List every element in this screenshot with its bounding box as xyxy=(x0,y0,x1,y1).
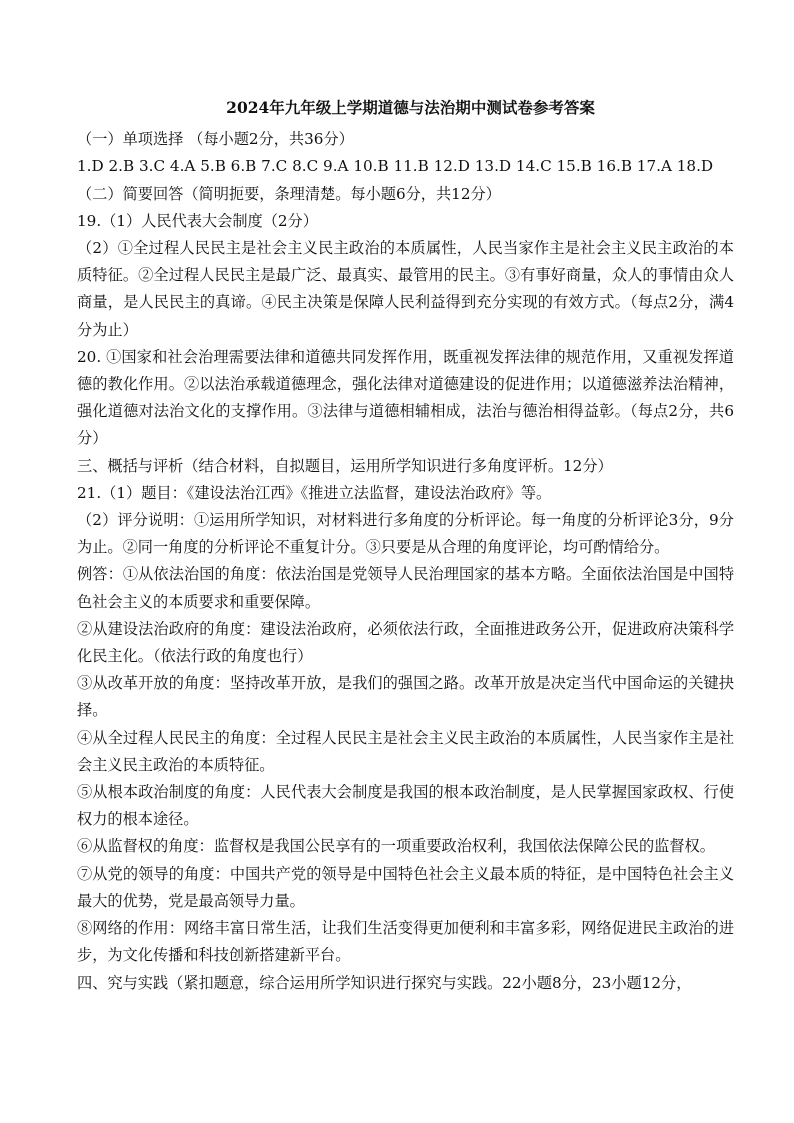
q21-example-7: ⑦从党的领导的角度：中国共产党的领导是中国特色社会主义最本质的特征，是中国特色社会主义最大的优势，党是最高领导力量。 xyxy=(77,864,734,910)
q21-example-5: ⑤从根本政治制度的角度：人民代表大会制度是我国的根本政治制度，是人民掌握国家政权、行使权力的根本途径。 xyxy=(77,783,734,829)
q21-example-3: ③从改革开放的角度：坚持改革开放，是我们的强国之路。改革开放是决定当代中国命运的关键抉择。 xyxy=(77,674,734,720)
q21-example-1: 例答：①从依法治国的角度：依法治国是党领导人民治理国家的基本方略。全面依法治国是中国特色社会主义的本质要求和重要保障。 xyxy=(77,565,734,611)
q21-example-2: ②从建设法治政府的角度：建设法治政府，必须依法行政，全面推进政务公开，促进政府决策科学化民主化。（依法行政的角度也行） xyxy=(77,619,734,666)
multiple-choice-answers: 1.D 2.B 3.C 4.A 5.B 6.B 7.C 8.C 9.A 10.B 11.B 12.D 13.D 14.C 15.B 16.B 17.A 18.D xyxy=(77,157,714,176)
section-2-heading: （二）简要回答（简明扼要，条理清楚。每小题6分，共12分） xyxy=(77,184,501,203)
q21-example-8: ⑧网络的作用：网络丰富日常生活，让我们生活变得更加便利和丰富多彩，网络促进民主政治的进步，为文化传播和科技创新搭建新平台。 xyxy=(77,919,734,965)
q21-example-6: ⑥从监督权的角度：监督权是我国公民享有的一项重要政治权利，我国依法保障公民的监督权。 xyxy=(77,837,715,856)
q21-part1: 21.（1）题目：《建设法治江西》《推进立法监督，建设法治政府》等。 xyxy=(77,483,552,502)
q19-part1: 19.（1）人民代表大会制度（2分） xyxy=(77,211,318,230)
q21-scoring-note: （2）评分说明：①运用所学知识，对材料进行多角度的分析评论。每一角度的分析评论3分，9分为止。②同一角度的分析评论不重复计分。③只要是从合理的角度评论，均可酌情给分。 xyxy=(77,511,734,557)
q19-part2: （2）①全过程人民民主是社会主义民主政治的本质属性，人民当家作主是社会主义民主政治的本质特征。②全过程人民民主是最广泛、最真实、最管用的民主。③有事好商量，众人的事情由众人商量，是人民民主的真谛。④民主决策是保障人民利益得到充分实现的有效方式。（每点2分，满4分为止） xyxy=(77,239,734,339)
q20-answer: 20. ①国家和社会治理需要法律和道德共同发挥作用，既重视发挥法律的规范作用，又重视发挥道德的教化作用。②以法治承载道德理念，强化法律对道德建设的促进作用；以道德滋养法治精神，强化道德对法治文化的支撑作用。③法律与道德相辅相成，法治与德治相得益彰。（每点2分，共6分） xyxy=(77,347,734,448)
section-1-heading: （一）单项选择 （每小题2分，共36分） xyxy=(77,130,354,149)
q21-example-4: ④从全过程人民民主的角度：全过程人民民主是社会主义民主政治的本质属性，人民当家作主是社会主义民主政治的本质特征。 xyxy=(77,728,734,774)
section-4-heading: 四、究与实践（紧扣题意，综合运用所学知识进行探究与实践。22小题8分，23小题12分， xyxy=(77,973,692,992)
section-3-heading: 三、概括与评析（结合材料，自拟题目，运用所学知识进行多角度评析。12分） xyxy=(77,456,613,475)
document-title: 2024年九年级上学期道德与法治期中测试卷参考答案 xyxy=(226,98,595,117)
